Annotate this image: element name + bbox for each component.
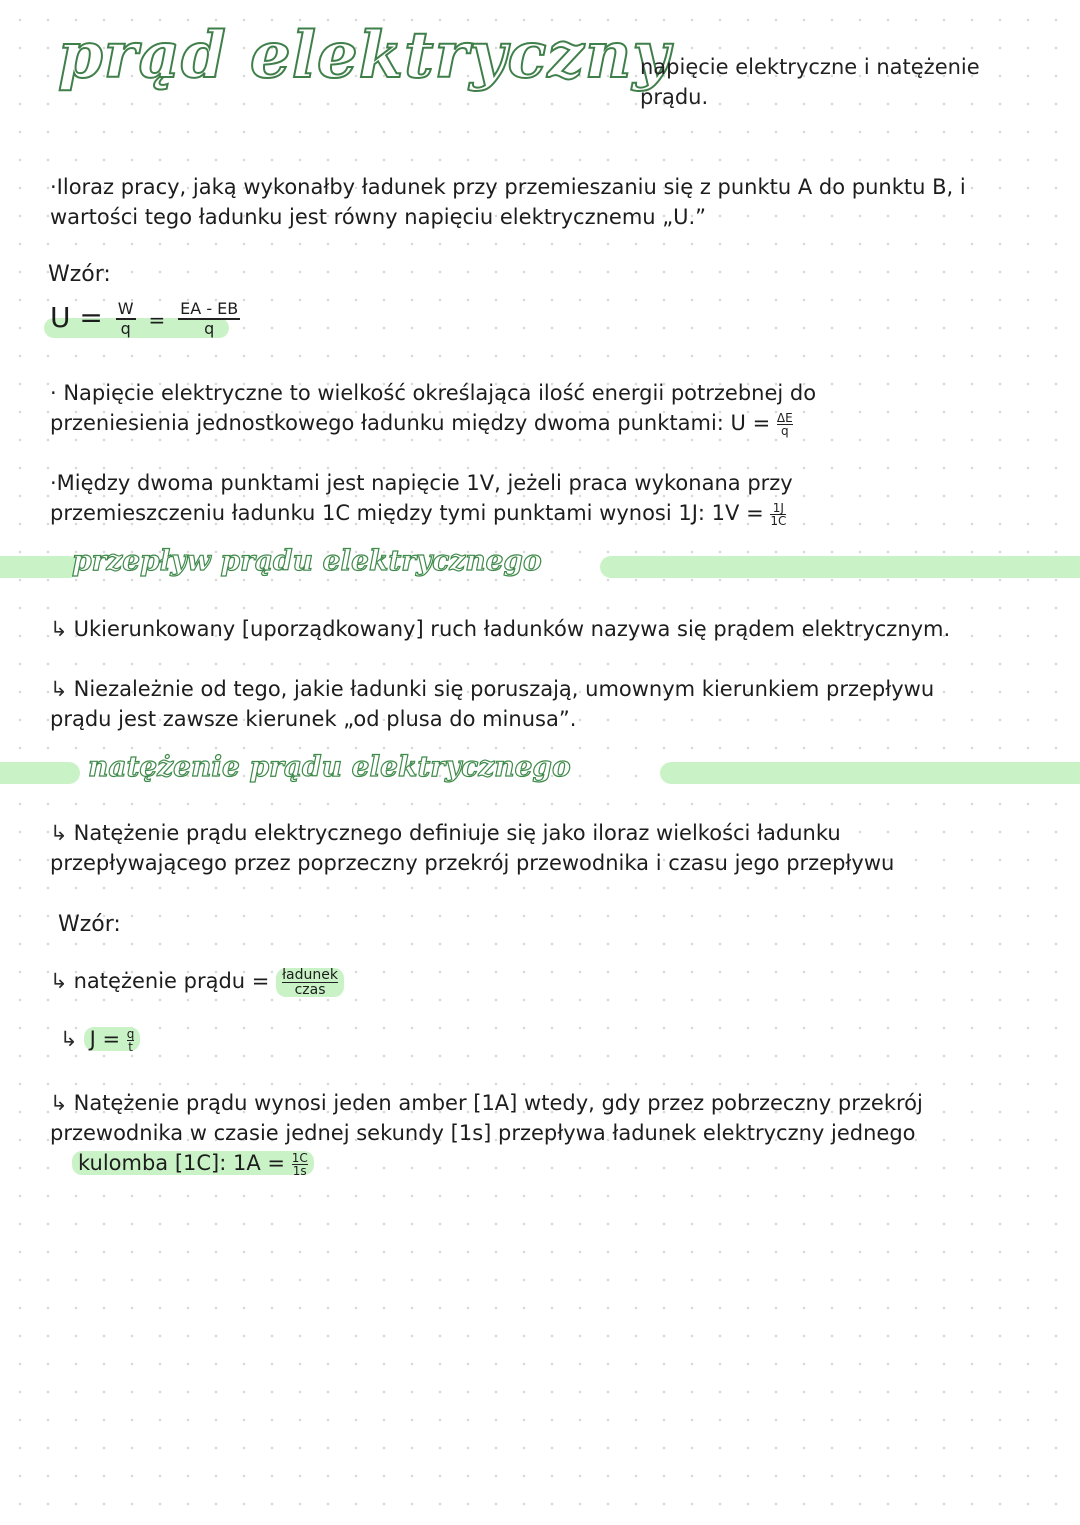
formula-lhs: natężenie prądu =: [73, 969, 270, 993]
flow-item-1: [50, 614, 1040, 644]
voltage-formula: [50, 300, 244, 338]
formula-label: Wzór:: [48, 262, 111, 287]
current-formula-symbols: [60, 1024, 140, 1054]
arrow-icon: ↳: [50, 969, 68, 993]
formula-lhs: U =: [50, 301, 103, 334]
fraction-denominator: czas: [294, 981, 326, 998]
current-formula-words: [50, 966, 344, 997]
fraction-denominator: q: [120, 319, 131, 338]
fraction-energy-difference: [178, 300, 240, 338]
fraction-numerator: q: [126, 1026, 135, 1041]
bullet-voltage-definition: [50, 378, 950, 438]
bullet-one-volt: [50, 468, 970, 528]
fraction-joule-over-coulomb: [770, 502, 786, 527]
arrow-icon: ↳: [50, 677, 68, 701]
section-band-right: [660, 762, 1080, 784]
arrow-icon: ↳: [60, 1027, 78, 1051]
current-item-2: [50, 1088, 1050, 1178]
section-header-flow: [0, 544, 1080, 578]
section-band-right: [600, 556, 1080, 578]
bullet-text: ·Między dwoma punktami jest napięcie 1V, jeżeli praca wykonana przy przemieszczeniu ładunku 1C między tymi punktami wynosi 1J: 1V =: [50, 471, 793, 525]
bullet-text: · Napięcie elektryczne to wielkość określająca ilość energii potrzebnej do przeniesienia jednostkowego ładunku między dwoma punktami: U =: [50, 381, 817, 435]
fraction-numerator: EA - EB: [180, 299, 239, 318]
fraction-denominator: 1s: [292, 1163, 307, 1178]
fraction-numerator: ΔE: [776, 410, 793, 425]
item-text: Natężenie prądu wynosi jeden amber [1A] wtedy, gdy przez pobrzeczny przekrój przewodnika w czasie jednej sekundy [1s] przepływa ładunek elektryczny jednego: [50, 1091, 923, 1145]
arrow-icon: ↳: [50, 1091, 68, 1115]
fraction-numerator: W: [117, 299, 134, 318]
fraction-work-over-charge: [116, 300, 136, 338]
item-text-end: kulomba [1C]: 1A =: [78, 1151, 285, 1175]
fraction-denominator: 1C: [770, 513, 787, 528]
fraction-coulomb-over-second: [292, 1152, 308, 1177]
arrow-icon: ↳: [50, 617, 68, 641]
item-text: Ukierunkowany [uporządkowany] ruch ładunków nazywa się prądem elektrycznym.: [73, 617, 951, 641]
item-text: Natężenie prądu elektrycznego definiuje się jako iloraz wielkości ładunku przepływającego przez poprzeczny przekrój przewodnika i czasu jego przepływu: [50, 821, 895, 875]
fraction-delta-e-over-q: [777, 412, 793, 437]
current-item-1: [50, 818, 1010, 878]
section-header-current: [0, 750, 1080, 784]
flow-item-2: [50, 674, 970, 734]
section-band-left: [0, 762, 80, 784]
page-subtitle: napięcie elektryczne i natężenie prądu.: [640, 55, 980, 109]
fraction-numerator: 1C: [291, 1150, 308, 1165]
fraction-numerator: 1J: [770, 502, 786, 515]
formula-label-2: Wzór:: [58, 912, 121, 937]
formula-lhs: [84, 1026, 141, 1054]
section-band-left: [0, 556, 80, 578]
intro-text: ·Iloraz pracy, jaką wykonałby ładunek przy przemieszaniu się z punktu A do punktu B, i wartości tego ładunku jest równy napięciu elektrycznemu „U.”: [50, 175, 966, 229]
fraction-denominator: q: [780, 423, 789, 438]
ampere-definition: [72, 1150, 314, 1178]
fraction-denominator: q: [204, 319, 215, 338]
fraction-denominator: t: [128, 1039, 133, 1054]
section-title-current: natężenie prądu elektrycznego: [88, 750, 571, 783]
item-text: Niezależnie od tego, jakie ładunki się poruszają, umownym kierunkiem przepływu prądu jest zawsze kierunek „od plusa do minusa”.: [50, 677, 935, 731]
fraction-q-over-t: [127, 1028, 135, 1053]
arrow-icon: ↳: [50, 821, 68, 845]
formula-symbol: J =: [89, 1027, 121, 1051]
page-title: prąd elektryczny: [58, 18, 671, 93]
fraction-charge-over-time: [276, 968, 344, 997]
section-title-flow: przepływ prądu elektrycznego: [72, 544, 542, 577]
equals-sign: =: [148, 308, 166, 332]
fraction-numerator: ładunek: [282, 966, 338, 983]
